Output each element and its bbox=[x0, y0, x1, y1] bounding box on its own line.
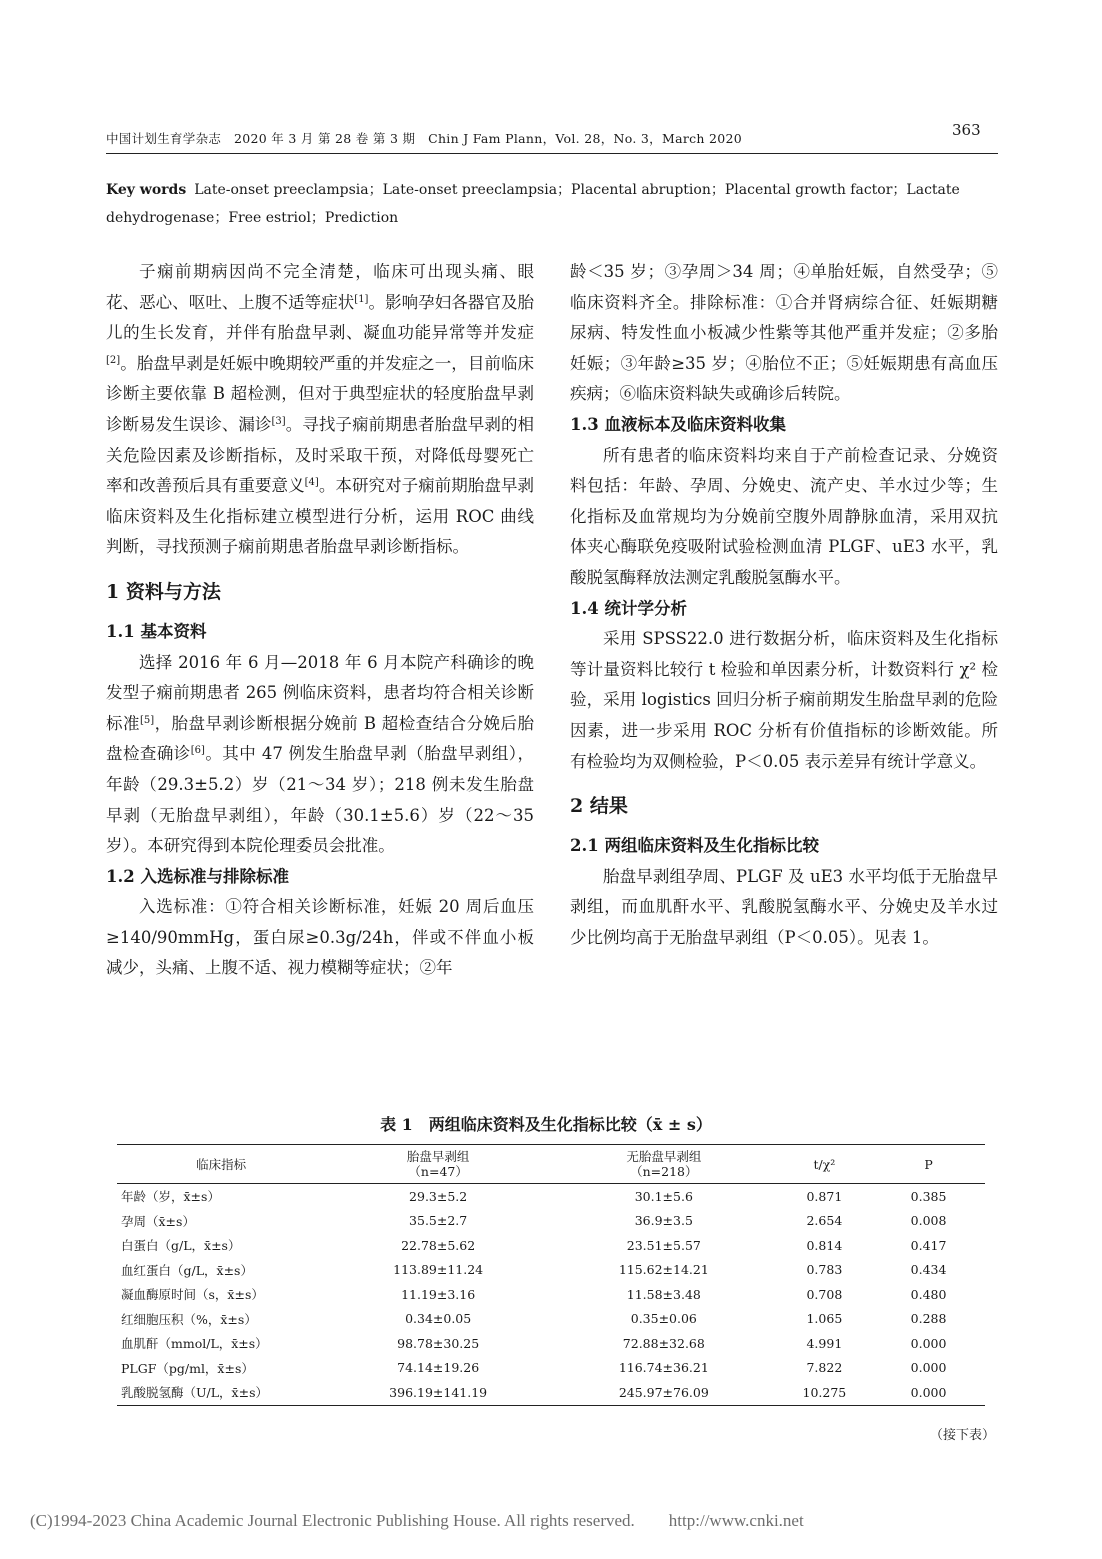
copyright-footer: (C)1994-2023 China Academic Journal Electronic Publishing House. All rights reserved. http://www.cnki.net bbox=[30, 1511, 804, 1530]
subsection-heading-1-1: 1.1 基本资料 bbox=[106, 621, 207, 641]
header-rule bbox=[106, 153, 998, 154]
citation: [1] bbox=[354, 293, 369, 305]
section-heading-methods: 1 资料与方法 bbox=[106, 580, 221, 603]
page-number: 363 bbox=[952, 121, 981, 139]
section-heading-results: 2 结果 bbox=[570, 795, 628, 818]
left-column bbox=[106, 257, 534, 984]
table-row: 年龄（岁，x̄±s） 29.3±5.2 30.1±5.6 0.871 0.385 bbox=[121, 1188, 947, 1205]
subsection-heading-1-3: 1.3 血液标本及临床资料收集 bbox=[570, 414, 786, 434]
paragraph-1-2: 入选标准：①符合相关诊断标准，妊娠 20 周后血压≥140/90mmHg，蛋白尿≥0.3g/24h，伴或不伴血小板减少，头痛、上腹不适、视力模糊等症状；②年 bbox=[106, 897, 534, 978]
table-caption: 表 1 两组临床资料及生化指标比较（x̄ ± s） bbox=[380, 1115, 712, 1134]
data-table bbox=[117, 1144, 985, 1406]
table-continued-note: （接下表） bbox=[930, 1428, 996, 1443]
subsection-heading-1-2: 1.2 入选标准与排除标准 bbox=[106, 866, 289, 886]
citation: [5] bbox=[139, 714, 155, 726]
col-header: P bbox=[924, 1156, 933, 1172]
table-row: 血红蛋白（g/L，x̄±s） 113.89±11.24 115.62±14.21 0.783 0.434 bbox=[121, 1262, 947, 1278]
paragraph-1-3: 所有患者的临床资料均来自于产前检查记录、分娩资料包括：年龄、孕周、分娩史、流产史、羊水过少等；生化指标及血常规均为分娩前空腹外周静脉血清，采用双抗体夹心酶联免疫吸附试验检测血清 PLGF、uE3 水平，乳酸脱氢酶释放法测定乳酸脱氢酶水平。 bbox=[570, 445, 998, 587]
paragraph-1-4: 采用 SPSS22.0 进行数据分析，临床资料及生化指标等计量资料比较行 t 检验和单因素分析，计数资料行 χ² 检验，采用 logistics 回归分析子痫前期发生胎盘早剥的危险因素，进一步采用 ROC 分析有价值指标的诊断效能。所有检验均为双侧检验，P＜0.05 表示差异有统计学意义。 bbox=[570, 629, 998, 771]
paragraph-criteria-cont: 龄＜35 岁；③孕周＞34 周；④单胎妊娠，自然受孕；⑤临床资料齐全。排除标准：①合并肾病综合征、妊娠期糖尿病、特发性血小板减少性紫等其他严重并发症；②多胎妊娠；③年龄≥35 岁；④胎位不正；⑤妊娠期患有高血压疾病；⑥临床资料缺失或确诊后转院。 bbox=[570, 262, 998, 404]
table-row: 凝血酶原时间（s，x̄±s） 11.19±3.16 11.58±3.48 0.708 0.480 bbox=[121, 1286, 947, 1303]
journal-header: 中国计划生育学杂志 2020 年 3 月 第 28 卷 第 3 期 Chin J Fam Plann，Vol. 28，No. 3，March 2020 bbox=[106, 131, 743, 146]
paragraph-2-1: 胎盘早剥组孕周、PLGF 及 uE3 水平均低于无胎盘早剥组，而血肌酐水平、乳酸脱氢酶水平、分娩史及羊水过少比例均高于无胎盘早剥组（P＜0.05）。见表 1。 bbox=[570, 866, 998, 947]
intro-paragraph: 子痫前期病因尚不完全清楚，临床可出现头痛、眼花、恶心、呕吐、上腹不适等症状[1]。影响孕妇各器官及胎儿的生长发育，并伴有胎盘早剥、凝血功能异常等并发症[2]。胎盘早剥是妊娠中晚期较严重的并发症之一，目前临床诊断主要依靠 B 超检测，但对于典型症状的轻度胎盘早剥诊断易发生误诊、漏诊[3]。寻找子痫前期患者胎盘早剥的相关危险因素及诊断指标，及时采取干预，对降低母婴死亡率和改善预后具有重要意义[4]。本研究对子痫前期胎盘早剥临床资料及生化指标建立模型进行分析，运用 ROC 曲线判断，寻找预测子痫前期患者胎盘早剥诊断指标。 bbox=[106, 262, 535, 557]
col-header: t/χ² bbox=[813, 1156, 836, 1172]
table-row: 白蛋白（g/L，x̄±s） 22.78±5.62 23.51±5.57 0.814 0.417 bbox=[121, 1237, 947, 1254]
citation: [6] bbox=[190, 745, 205, 757]
subsection-heading-1-4: 1.4 统计学分析 bbox=[570, 598, 687, 618]
keywords-text: Late-onset preeclampsia；Late-onset preeclampsia；Placental abruption；Placental growth factor；Lactate dehydrogenase；Free estriol；Prediction bbox=[106, 182, 960, 226]
table-row: 孕周（x̄±s） 35.5±2.7 36.9±3.5 2.654 0.008 bbox=[121, 1213, 947, 1229]
table-header-row bbox=[117, 1145, 985, 1184]
table-row: 血肌酐（mmol/L，x̄±s） 98.78±30.25 72.88±32.68 4.991 0.000 bbox=[121, 1335, 947, 1352]
keywords bbox=[106, 176, 986, 232]
paragraph-1-1: 选择 2016 年 6 月—2018 年 6 月本院产科确诊的晚发型子痫前期患者 265 例临床资料，患者均符合相关诊断标准[5]，胎盘早剥诊断根据分娩前 B 超检查结合分娩后胎盘检查确诊[6]。其中 47 例发生胎盘早剥（胎盘早剥组），年龄（29.3±5.2）岁（21～34 岁）；218 例未发生胎盘早剥（无胎盘早剥组），年龄（30.1±5.6）岁（22～35 岁）。本研究得到本院伦理委员会批准。 bbox=[106, 652, 534, 856]
citation: [4] bbox=[304, 477, 319, 489]
citation: [2] bbox=[106, 354, 121, 366]
citation: [3] bbox=[271, 415, 286, 427]
keywords-label: Key words bbox=[106, 182, 187, 198]
col-header: 胎盘早剥组 （n=47） bbox=[406, 1149, 470, 1179]
right-column bbox=[570, 257, 998, 953]
table-row: 乳酸脱氢酶（U/L，x̄±s） 396.19±141.19 245.97±76.09 10.275 0.000 bbox=[117, 1380, 985, 1405]
col-header: 无胎盘早剥组 （n=218） bbox=[626, 1149, 702, 1179]
col-header: 临床指标 bbox=[196, 1156, 247, 1172]
table-row: PLGF（pg/ml，x̄±s） 74.14±19.26 116.74±36.21 7.822 0.000 bbox=[121, 1360, 947, 1376]
subsection-heading-2-1: 2.1 两组临床资料及生化指标比较 bbox=[570, 836, 819, 856]
table-row: 红细胞压积（%，x̄±s） 0.34±0.05 0.35±0.06 1.065 0.288 bbox=[121, 1311, 947, 1327]
